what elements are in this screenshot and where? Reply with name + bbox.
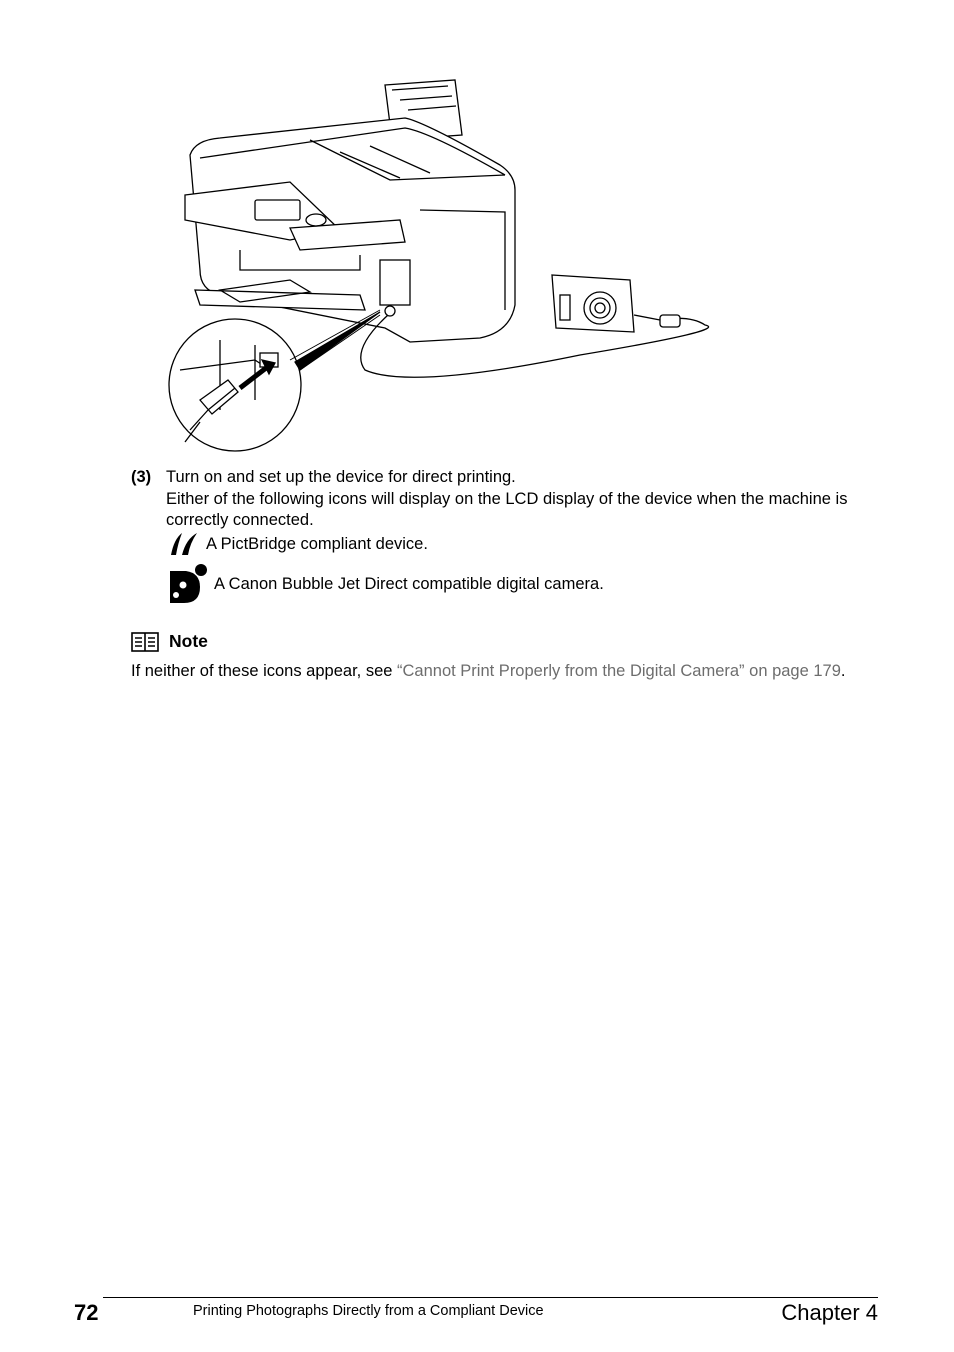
step-body [166, 467, 856, 532]
bubble-jet-direct-icon [168, 563, 208, 605]
chapter-label: Chapter 4 [781, 1300, 878, 1325]
note-text-before: If neither of these icons appear, see [131, 662, 398, 680]
printer-body [185, 118, 515, 342]
usb-port-zoom-inset [169, 310, 380, 451]
note-text-after: . [840, 662, 846, 680]
digital-camera [552, 275, 680, 332]
footer-divider [103, 1297, 878, 1298]
footer-title: Printing Photographs Directly from a Compliant Device [193, 1303, 544, 1319]
note-title: Note [169, 631, 208, 651]
step-instruction: Turn on and set up the device for direct printing. [166, 468, 516, 486]
bubble-jet-direct-description: A Canon Bubble Jet Direct compatible digital camera. [214, 574, 604, 593]
icon-row-pictbridge [168, 531, 428, 557]
icon-row-bubble-jet-direct [168, 563, 604, 605]
note-text [131, 660, 851, 682]
pictbridge-icon [168, 531, 200, 557]
note-book-icon [131, 632, 159, 652]
troubleshooting-link[interactable]: “Cannot Print Properly from the Digital Camera” on page 179 [397, 662, 841, 680]
page-number: 72 [74, 1300, 99, 1325]
step-description: Either of the following icons will display on the LCD display of the device when the machine is correctly connected. [166, 489, 848, 529]
note-heading [131, 631, 208, 652]
pictbridge-description: A PictBridge compliant device. [206, 534, 428, 553]
step-number: (3) [131, 468, 152, 486]
printer-camera-connection-illustration [160, 70, 730, 460]
